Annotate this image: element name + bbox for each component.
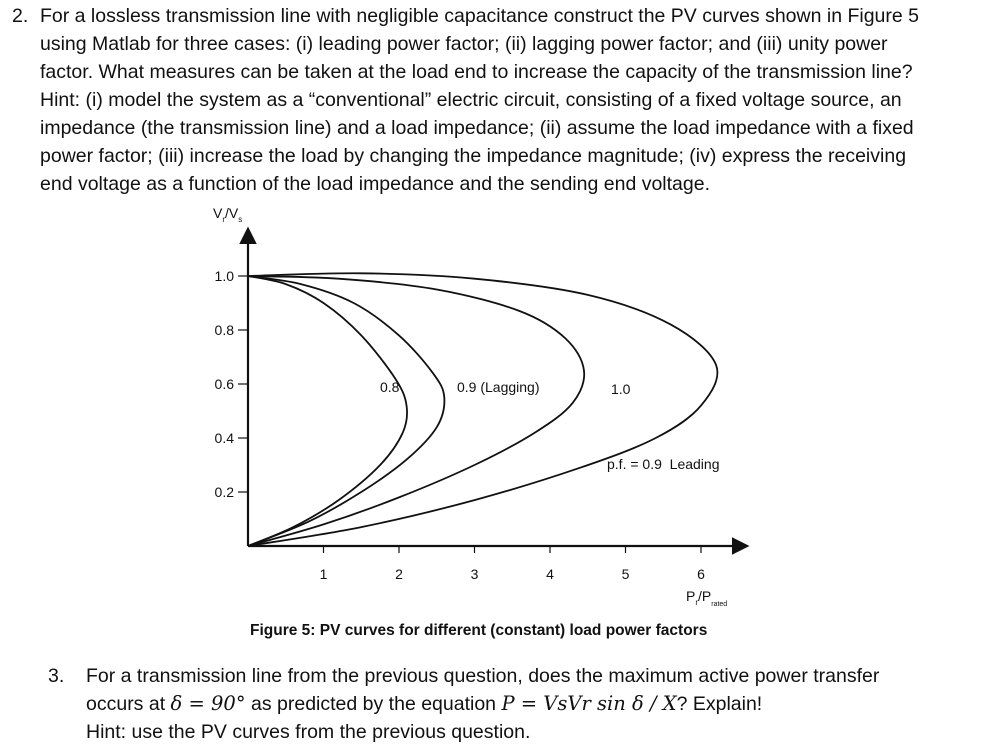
question-3-number: 3. — [48, 665, 65, 687]
y-tick-label: 0.6 — [214, 376, 234, 392]
y-axis-label-sub: r — [222, 215, 226, 224]
y-tick-label: 0.8 — [214, 322, 234, 338]
question-3-text: ? Explain! — [676, 693, 763, 715]
question-3-text: occurs at — [86, 693, 166, 715]
question-2-number: 2. — [12, 5, 29, 27]
x-tick-label: 2 — [395, 566, 403, 582]
y-tick-label: 0.4 — [214, 430, 234, 446]
figure-caption: Figure 5: PV curves for different (constant) load power factors — [250, 622, 708, 639]
curve-label-0.8: 0.8 — [380, 379, 400, 395]
question-3-line-1: For a transmission line from the previous question, does the maximum active power transfer — [86, 665, 880, 687]
curve-label-1.0: 1.0 — [611, 381, 631, 397]
x-axis-label-sub: r — [695, 598, 699, 607]
y-axis-label-main: V — [213, 205, 223, 221]
x-tick-label: 1 — [319, 566, 328, 582]
question-3-math-delta: δ = 90° — [170, 692, 246, 715]
x-axis-label — [686, 588, 727, 608]
curves-group — [248, 273, 720, 546]
y-axis-label — [213, 205, 242, 224]
question-2-line: Hint: (i) model the system as a “conventional” electric circuit, consisting of a fixed voltage source, an — [40, 89, 902, 111]
curve-label-0.9-leading: p.f. = 0.9 Leading — [607, 456, 720, 472]
pv-curve-1 — [248, 276, 407, 546]
pv-curve-3 — [248, 276, 584, 546]
x-ticks — [320, 546, 706, 582]
x-axis-label-sub: rated — [711, 601, 728, 608]
question-2-line: power factor; (iii) increase the load by changing the impedance magnitude; (iv) express the receiving — [40, 145, 907, 167]
question-3-line-2 — [86, 690, 762, 718]
question-3-line-3: Hint: use the PV curves from the previous question. — [86, 721, 531, 743]
question-2-line: end voltage as a function of the load impedance and the sending end voltage. — [40, 173, 710, 195]
question-2-line: factor. What measures can be taken at the load end to increase the capacity of the transmission line? — [40, 61, 913, 83]
curve-label-0.9-lagging: 0.9 (Lagging) — [457, 379, 540, 395]
x-tick-label: 6 — [697, 566, 705, 582]
y-tick-label: 0.2 — [214, 484, 234, 500]
x-tick-label: 5 — [621, 566, 630, 582]
y-tick-label: 1.0 — [214, 268, 234, 284]
y-ticks — [215, 268, 248, 500]
question-2-line: impedance (the transmission line) and a load impedance; (ii) assume the load impedance with a fixed — [40, 117, 914, 139]
pv-curve-2 — [248, 276, 444, 546]
x-tick-label: 4 — [546, 566, 554, 582]
question-2-line: For a lossless transmission line with negligible capacitance construct the PV curves shown in Figure 5 — [40, 5, 919, 27]
pv-curve-4 — [248, 273, 720, 546]
x-tick-label: 3 — [470, 566, 479, 582]
question-3-text: as predicted by the equation — [251, 693, 497, 715]
y-axis-label-mid: /V — [225, 205, 239, 221]
x-axis-label-main: P — [686, 588, 696, 604]
question-3-math-equation: P = VsVr sin δ / X — [501, 692, 677, 715]
x-axis-label-mid: /P — [698, 588, 712, 604]
y-axis-label-sub: s — [238, 215, 243, 224]
question-2-line: using Matlab for three cases: (i) leading power factor; (ii) lagging power factor; and (iii) unity power — [40, 33, 888, 55]
